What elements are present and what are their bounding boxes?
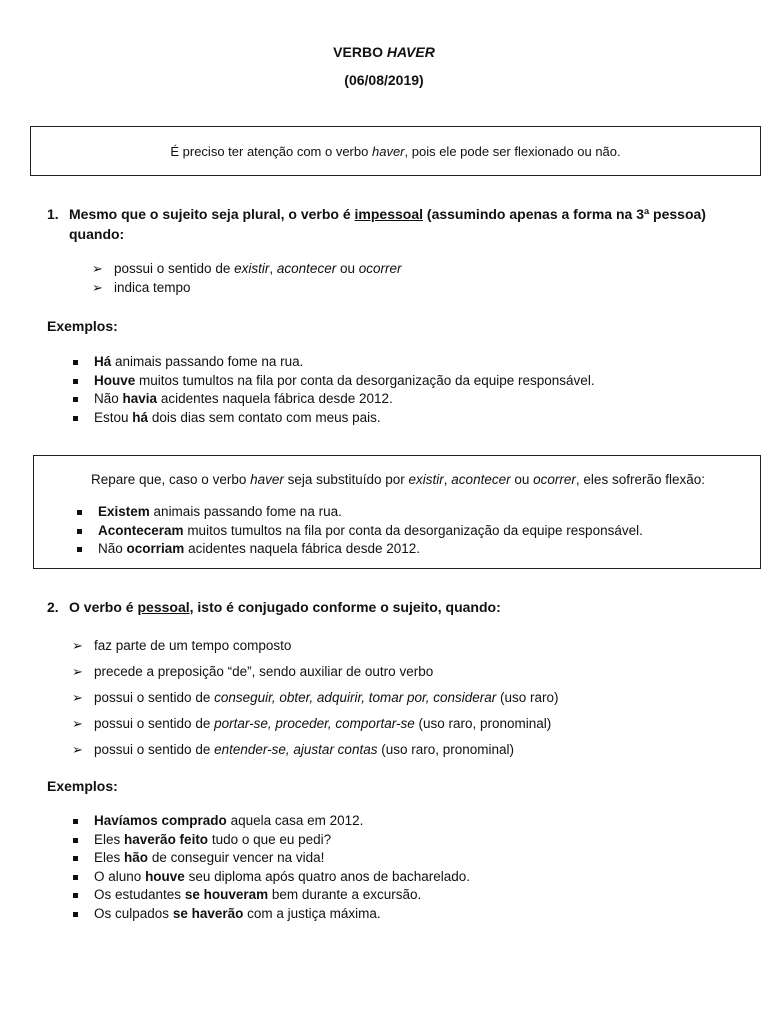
- square-bullet-icon: [73, 379, 78, 384]
- example-bold: hão: [124, 850, 149, 865]
- example-bold: havia: [122, 391, 158, 406]
- section-1-examples: [72, 353, 595, 427]
- example-rest: muitos tumultos na fila por conta da desorganização da equipe responsável.: [187, 522, 643, 538]
- item-sep: ou: [339, 261, 355, 276]
- item-italic: portar-se, proceder, comportar-se: [214, 716, 415, 731]
- list-item: [72, 659, 559, 685]
- item-text: faz parte de um tempo composto: [94, 638, 292, 653]
- section-2-examples: [72, 812, 470, 923]
- list-item: [72, 372, 595, 391]
- lead-text: seja substituído por: [287, 472, 405, 487]
- lead-italic: existir: [408, 472, 444, 487]
- section-1-after: (assumindo apenas a forma na 3ª pessoa) quando:: [69, 206, 706, 242]
- example-pre: Os culpados: [94, 905, 170, 921]
- list-item: [72, 849, 470, 868]
- section-1-conditions: [92, 259, 402, 297]
- item-prefix: possui o sentido de: [94, 716, 211, 731]
- section-1-before: Mesmo que o sujeito seja plural, o verbo é: [69, 206, 351, 222]
- square-bullet-icon: [73, 416, 78, 421]
- section-1-heading: [47, 204, 727, 244]
- example-rest: muitos tumultos na fila por conta da desorganização da equipe responsável.: [139, 372, 595, 388]
- example-bold: houve: [145, 868, 185, 884]
- example-rest: de conseguir vencer na vida!: [151, 850, 325, 865]
- list-item: [72, 812, 470, 831]
- intro-before: É preciso ter atenção com o verbo: [170, 143, 369, 159]
- arrow-bullet-icon: ➢: [72, 716, 83, 731]
- example-bold: Há: [94, 354, 112, 369]
- item-suffix: (uso raro, pronominal): [381, 742, 515, 757]
- item-suffix: (uso raro, pronominal): [418, 716, 552, 731]
- page-title: [0, 44, 768, 60]
- square-bullet-icon: [73, 856, 78, 861]
- title-plain: VERBO: [333, 44, 383, 60]
- lead-text: ou: [514, 472, 530, 487]
- arrow-bullet-icon: ➢: [72, 664, 83, 679]
- example-pre: O aluno: [94, 868, 142, 884]
- section-1-underlined: impessoal: [354, 206, 424, 222]
- example-rest: aquela casa em 2012.: [230, 813, 364, 828]
- lead-text: ,: [443, 472, 448, 487]
- list-item: [92, 278, 402, 297]
- example-bold: Havíamos comprado: [94, 813, 227, 828]
- arrow-bullet-icon: ➢: [72, 690, 83, 705]
- list-item: [72, 409, 595, 428]
- example-pre: Estou: [94, 409, 129, 425]
- item-italic: conseguir, obter, adquirir, tomar por, considerar: [214, 690, 497, 705]
- lead-italic: haver: [250, 472, 284, 487]
- arrow-bullet-icon: ➢: [72, 742, 83, 757]
- lead-italic: acontecer: [451, 472, 511, 487]
- list-item: [76, 540, 643, 559]
- example-bold: Aconteceram: [98, 522, 184, 538]
- section-2-after: , isto é conjugado conforme o sujeito, quando:: [189, 599, 501, 615]
- note-lead: [34, 472, 762, 487]
- square-bullet-icon: [77, 529, 82, 534]
- example-pre: Os estudantes: [94, 887, 182, 902]
- list-item: [72, 886, 470, 905]
- item-italic: acontecer: [276, 261, 337, 276]
- lead-text: Repare que, caso o verbo: [90, 472, 247, 487]
- list-item: [72, 905, 470, 924]
- list-item: [76, 503, 643, 522]
- example-bold: se houveram: [184, 887, 269, 902]
- item-italic: entender-se, ajustar contas: [214, 742, 378, 757]
- list-item: [92, 259, 402, 278]
- example-rest: seu diploma após quatro anos de bacharelado.: [188, 868, 471, 884]
- section-1-number: 1.: [47, 206, 59, 222]
- square-bullet-icon: [73, 819, 78, 824]
- example-rest: animais passando fome na rua.: [153, 504, 342, 519]
- section-2-before: O verbo é: [69, 599, 134, 615]
- item-italic: ocorrer: [358, 261, 402, 276]
- note-box: [33, 455, 761, 569]
- item-prefix: possui o sentido de: [94, 742, 211, 757]
- square-bullet-icon: [77, 510, 82, 515]
- list-item: [72, 868, 470, 887]
- item-prefix: possui o sentido de: [94, 690, 211, 705]
- example-pre: Não: [98, 541, 123, 556]
- page-date: (06/08/2019): [344, 72, 424, 88]
- square-bullet-icon: [73, 397, 78, 402]
- intro-box: [30, 126, 761, 176]
- example-pre: Eles: [94, 850, 121, 865]
- example-rest: dois dias sem contato com meus pais.: [151, 409, 381, 425]
- intro-after: , pois ele pode ser flexionado ou não.: [404, 143, 621, 159]
- list-item: [72, 685, 559, 711]
- example-rest: acidentes naquela fábrica desde 2012.: [188, 541, 421, 556]
- example-bold: Houve: [94, 372, 136, 388]
- examples-label-2: Exemplos:: [47, 778, 118, 794]
- example-bold: haverão feito: [124, 831, 209, 847]
- example-rest: acidentes naquela fábrica desde 2012.: [160, 391, 393, 406]
- example-bold: se haverão: [172, 905, 244, 921]
- item-italic: existir: [234, 261, 270, 276]
- list-item: [72, 390, 595, 409]
- item-suffix: (uso raro): [500, 690, 559, 705]
- example-rest: animais passando fome na rua.: [115, 354, 304, 369]
- example-bold: há: [132, 409, 149, 425]
- item-text: indica tempo: [114, 280, 191, 295]
- example-rest: tudo o que eu pedi?: [211, 831, 332, 847]
- lead-text: , eles sofrerão flexão:: [575, 472, 705, 487]
- square-bullet-icon: [73, 838, 78, 843]
- list-item: [72, 633, 559, 659]
- example-bold: Existem: [98, 504, 150, 519]
- section-2-conditions: [72, 633, 559, 763]
- list-item: [72, 831, 470, 850]
- list-item: [72, 353, 595, 372]
- list-item: [72, 711, 559, 737]
- arrow-bullet-icon: ➢: [72, 638, 83, 653]
- square-bullet-icon: [73, 912, 78, 917]
- example-pre: Não: [94, 391, 119, 406]
- note-examples: [76, 503, 643, 559]
- lead-italic: ocorrer: [533, 472, 576, 487]
- section-2-underlined: pessoal: [137, 599, 190, 615]
- square-bullet-icon: [73, 360, 78, 365]
- intro-italic: haver: [371, 143, 405, 159]
- example-pre: Eles: [94, 831, 121, 847]
- intro-text: [170, 144, 620, 159]
- list-item: [76, 522, 643, 541]
- section-2-heading: [47, 597, 727, 617]
- square-bullet-icon: [77, 547, 82, 552]
- item-sep: ,: [269, 261, 274, 276]
- square-bullet-icon: [73, 893, 78, 898]
- arrow-bullet-icon: ➢: [92, 261, 103, 276]
- example-rest: bem durante a excursão.: [271, 887, 422, 902]
- examples-label-1: Exemplos:: [47, 318, 118, 334]
- arrow-bullet-icon: ➢: [92, 280, 103, 295]
- example-bold: ocorriam: [126, 541, 185, 556]
- item-prefix: possui o sentido de: [114, 261, 231, 276]
- list-item: [72, 737, 559, 763]
- example-rest: com a justiça máxima.: [247, 905, 381, 921]
- square-bullet-icon: [73, 875, 78, 880]
- section-2-number: 2.: [47, 599, 59, 615]
- title-italic: HAVER: [386, 44, 435, 60]
- item-text: precede a preposição “de”, sendo auxiliar de outro verbo: [94, 664, 434, 679]
